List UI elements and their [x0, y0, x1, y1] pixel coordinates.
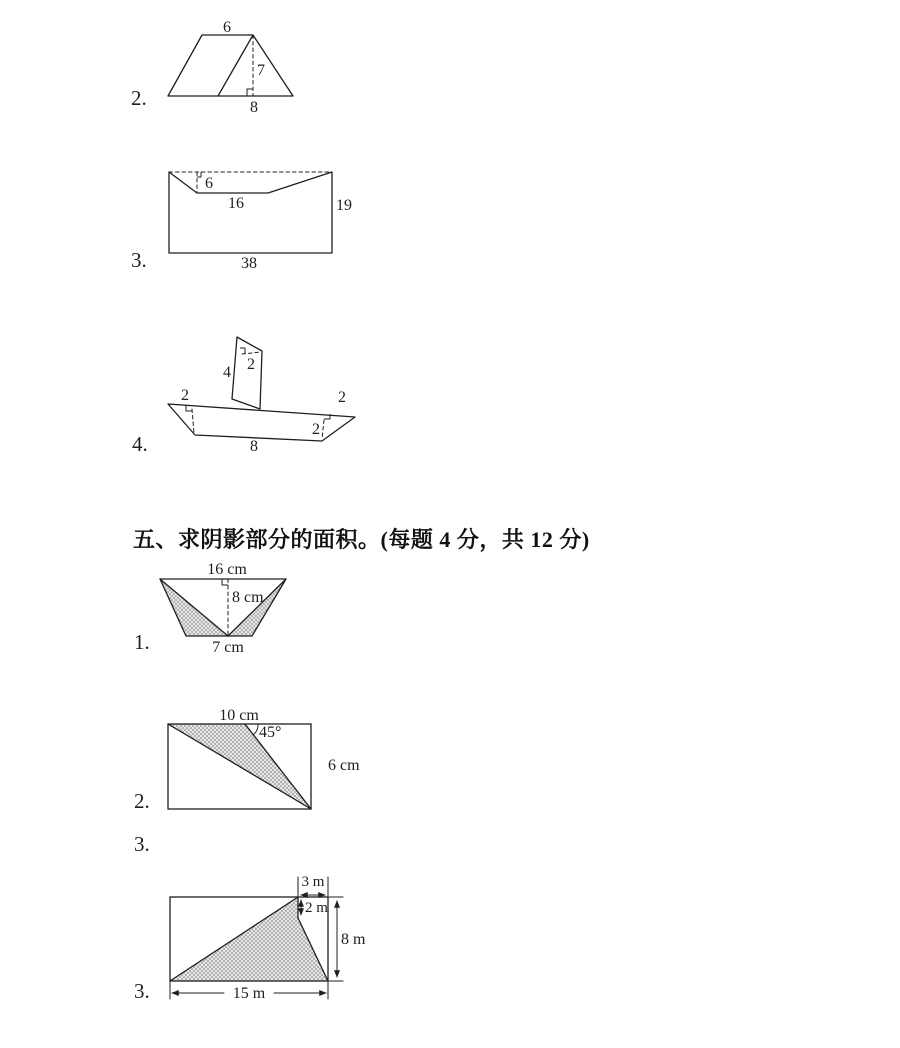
- figure-notched-rectangle: [160, 160, 370, 278]
- dim-label-top: 10 cm: [219, 707, 259, 724]
- question-number: 2.: [134, 789, 150, 813]
- inner-triangle-side: [218, 35, 253, 96]
- dim-label-top: 6: [223, 19, 231, 36]
- lower-parallelogram-outline: [168, 404, 355, 441]
- figure-shaded-rectangle-dims: [150, 855, 382, 1010]
- trapezoid-outline: [168, 35, 293, 96]
- question-number: 3.: [134, 979, 150, 1003]
- right-angle-mark: [247, 89, 253, 96]
- angle-label: 45°: [259, 724, 282, 741]
- dim-label-base: 38: [241, 255, 257, 272]
- dim-label-notch-height: 6: [205, 175, 213, 192]
- right-angle-mark: [222, 579, 228, 585]
- figure-shaded-trapezoid: [150, 558, 320, 658]
- dim-label-lower-right-height: 2: [312, 421, 320, 438]
- dim-label-base: 8: [250, 99, 258, 116]
- angle-arc: [253, 724, 258, 735]
- dim-label-top-offset: 3 m: [301, 874, 325, 890]
- dim-label-upper-side: 4: [223, 364, 231, 381]
- question-number: 3.: [134, 832, 150, 856]
- lower-right-height-dashed-line: [322, 420, 324, 439]
- dim-label-lower-right-top: 2: [338, 389, 346, 406]
- dim-label-top: 16 cm: [207, 561, 247, 578]
- figure-trapezoid-triangle: [150, 18, 320, 118]
- question-number: 4.: [132, 432, 148, 456]
- figure-two-parallelograms: [160, 325, 370, 460]
- dim-label-upper-width: 2: [247, 356, 255, 373]
- dim-label-height: 7: [257, 62, 265, 79]
- dim-label-lower-base: 8: [250, 438, 258, 455]
- dim-label-right-side: 19: [336, 197, 352, 214]
- figure-shaded-rectangle-45: [155, 700, 365, 818]
- dim-label-base: 15 m: [232, 985, 266, 1002]
- notched-rectangle-outline: [169, 172, 332, 253]
- right-angle-mark: [240, 348, 245, 354]
- right-angle-mark: [197, 172, 201, 177]
- question-number: 3.: [131, 248, 147, 272]
- section-heading: 五、求阴影部分的面积。(每题 4 分，共 12 分): [133, 527, 590, 552]
- question-number: 1.: [134, 630, 150, 654]
- question-number: 2.: [131, 86, 147, 110]
- dim-label-height: 8 cm: [232, 589, 264, 606]
- dim-label-base: 7 cm: [212, 639, 244, 656]
- dim-label-height: 8 m: [341, 931, 366, 948]
- upper-parallelogram-outline: [232, 337, 262, 409]
- dim-label-drop: 2 m: [305, 900, 328, 916]
- dim-label-lower-left-top: 2: [181, 387, 189, 404]
- dim-label-notch-base: 16: [228, 195, 244, 212]
- dim-label-side: 6 cm: [328, 757, 360, 774]
- lower-left-height-dashed-line: [192, 409, 194, 433]
